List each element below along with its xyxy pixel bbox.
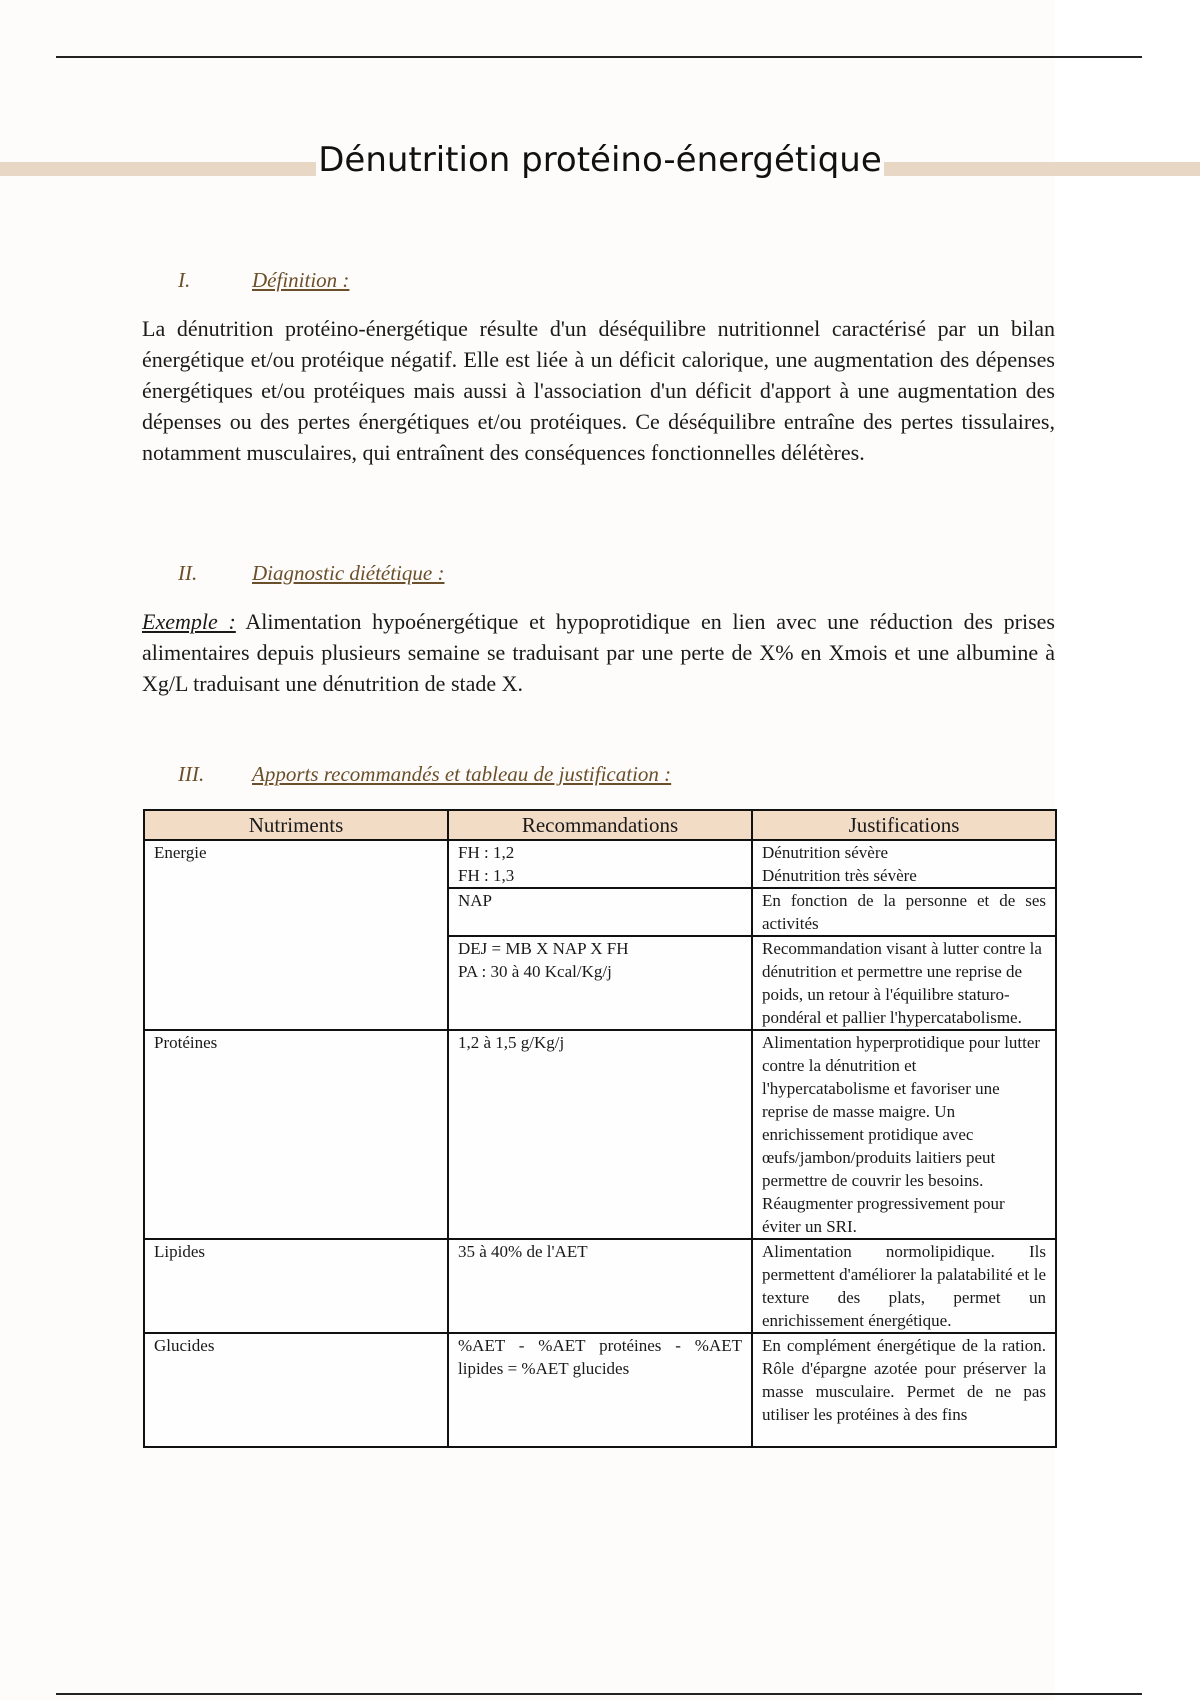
just-cell: Recommandation visant à lutter contre la dénutrition et permettre une reprise de poids, un retour à l'équilibre staturo-pondéral et pallier l'hypercatabolisme. <box>752 936 1056 1030</box>
section-heading-apports: III. Apports recommandés et tableau de justification : <box>178 762 672 786</box>
nutrient-energie: Energie <box>144 840 448 1030</box>
rec-cell: 1,2 à 1,5 g/Kg/j <box>448 1030 752 1239</box>
just-cell: Alimentation normolipidique. Ils permettent d'améliorer la palatabilité et le texture des plats, permet un enrichissement énergétique. <box>752 1239 1056 1333</box>
header-recommandations: Recommandations <box>448 810 752 840</box>
rec-cell: 35 à 40% de l'AET <box>448 1239 752 1333</box>
nutrient-proteines: Protéines <box>144 1030 448 1239</box>
just-cell: Alimentation hyperprotidique pour lutter contre la dénutrition et l'hypercatabolisme et favoriser une reprise de masse maigre. Un enrichissement protidique avec œufs/jambon/produits laitiers peut permettre de couvrir les besoins. Réaugmenter progressivement pour éviter un SRI. <box>752 1030 1056 1239</box>
nutrient-lipides: Lipides <box>144 1239 448 1333</box>
just-cell: En fonction de la personne et de ses activités <box>752 888 1056 936</box>
rec-cell: NAP <box>448 888 752 936</box>
recommendations-table <box>143 809 1057 1448</box>
table-header-row <box>144 810 1056 840</box>
header-justifications: Justifications <box>752 810 1056 840</box>
footer-rule <box>56 1693 1142 1695</box>
rec-cell: FH : 1,2 FH : 1,3 <box>448 840 752 888</box>
header-nutriments: Nutriments <box>144 810 448 840</box>
rec-cell: %AET - %AET protéines - %AET lipides = %AET glucides <box>448 1333 752 1447</box>
table-row-lipides <box>144 1239 1056 1333</box>
example-label: Exemple : <box>142 609 236 634</box>
header-rule <box>56 56 1142 58</box>
definition-paragraph: La dénutrition protéino-énergétique résulte d'un déséquilibre nutritionnel caractérisé par un bilan énergétique et/ou protéique négatif. Elle est liée à un déficit calorique, une augmentation des dépenses énergétiques et/ou protéiques mais aussi à l'association d'un déficit d'apport à une augmentation des dépenses ou des pertes énergétiques et/ou protéiques. Ce déséquilibre entraîne des pertes tissulaires, notamment musculaires, qui entraînent des conséquences fonctionnelles délétères. <box>142 316 1055 465</box>
table-row-energie <box>144 840 1056 888</box>
document-title: Dénutrition protéino-énergétique <box>318 140 882 180</box>
section-heading-diagnostic: II. Diagnostic diététique : <box>178 561 445 585</box>
rec-cell: DEJ = MB X NAP X FH PA : 30 à 40 Kcal/Kg/j <box>448 936 752 1030</box>
section-heading-definition: I. Définition : <box>178 268 350 292</box>
nutrient-glucides: Glucides <box>144 1333 448 1447</box>
table-row-proteines <box>144 1030 1056 1239</box>
table-row-glucides <box>144 1333 1056 1447</box>
diagnostic-paragraph: Exemple : Alimentation hypoénergétique et hypoprotidique en lien avec une réduction des prises alimentaires depuis plusieurs semaine se traduisant par une perte de X% en Xmois et une albumine à Xg/L traduisant une dénutrition de stade X. <box>142 609 1055 696</box>
just-cell: En complément énergétique de la ration. Rôle d'épargne azotée pour préserver la masse musculaire. Permet de ne pas utiliser les protéines à des fins <box>752 1333 1056 1447</box>
just-cell: Dénutrition sévère Dénutrition très sévère <box>752 840 1056 888</box>
